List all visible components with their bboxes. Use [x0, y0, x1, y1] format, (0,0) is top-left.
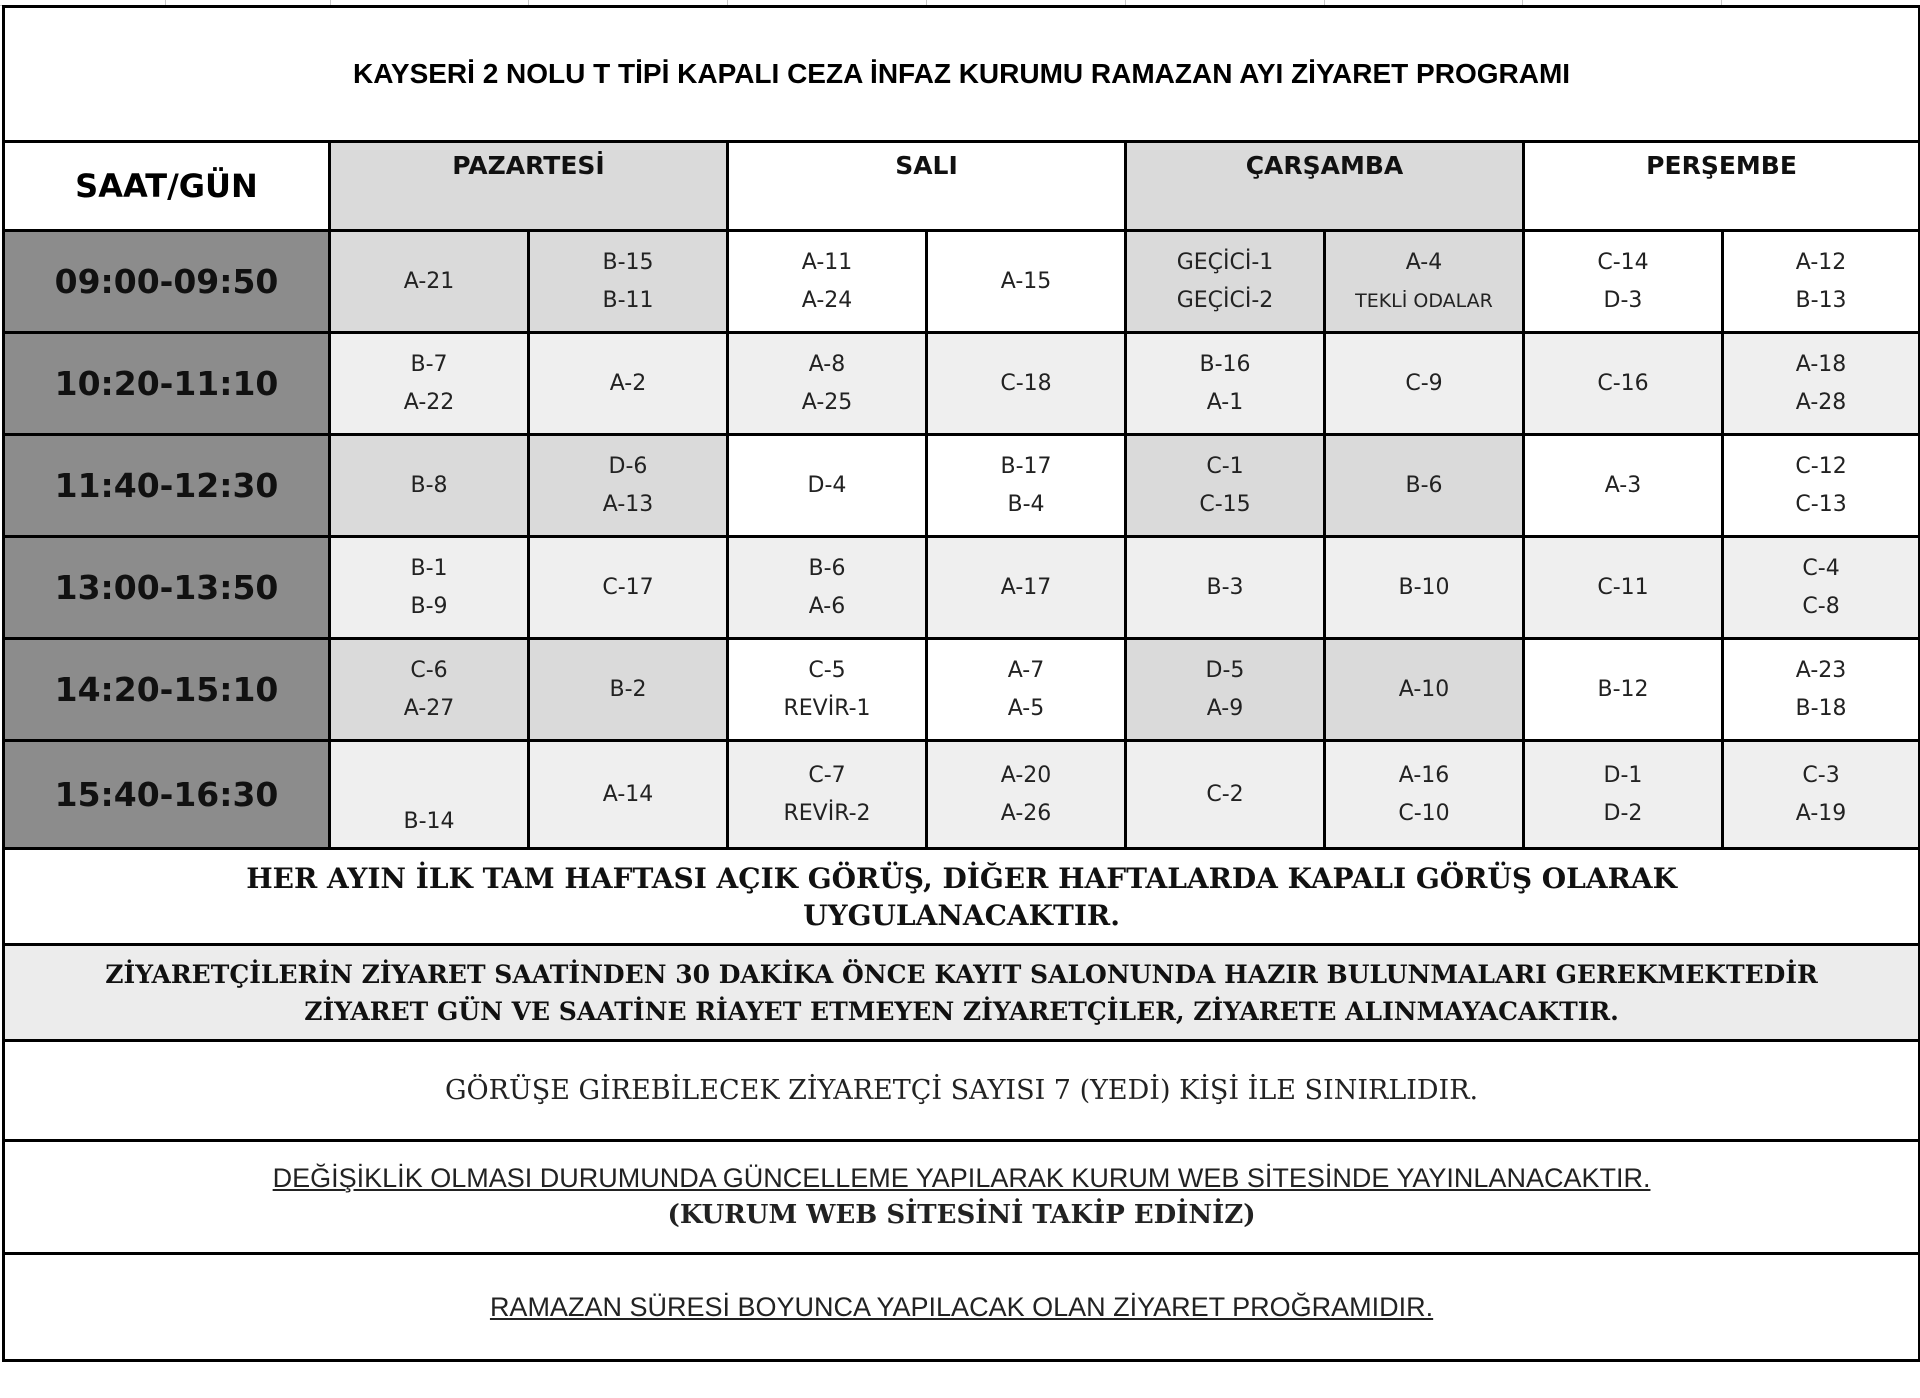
ward-code: A-26	[1000, 800, 1052, 826]
ward-code: A-22	[403, 389, 455, 415]
ward-code: B-6	[1405, 472, 1443, 498]
ward-cell	[927, 333, 1126, 435]
ward-cell	[1325, 639, 1524, 741]
ward-cell	[1126, 231, 1325, 333]
ward-cell	[728, 435, 927, 537]
ward-cell	[1126, 639, 1325, 741]
ward-code: B-3	[1206, 574, 1244, 600]
ramadan-note-text: RAMAZAN SÜRESİ BOYUNCA YAPILACAK OLAN ZİYARET PROĞRAMIDIR.	[489, 1291, 1434, 1322]
ward-cell	[927, 231, 1126, 333]
ward-cell	[330, 639, 529, 741]
ward-code: A-18	[1795, 351, 1847, 377]
ward-code: C-15	[1199, 491, 1251, 517]
visit-schedule-table	[2, 5, 1920, 1362]
ward-code: B-6	[808, 555, 846, 581]
time-slot-label: 15:40-16:30	[4, 741, 330, 849]
ward-code: B-15	[602, 249, 654, 275]
ward-cell	[529, 537, 728, 639]
ward-code: A-11	[801, 249, 853, 275]
ward-cell	[1524, 435, 1723, 537]
ward-code: A-15	[1000, 268, 1052, 294]
ward-cell	[927, 435, 1126, 537]
time-slot-label: 14:20-15:10	[4, 639, 330, 741]
ward-cell	[1723, 537, 1920, 639]
ward-code: B-2	[609, 676, 647, 702]
day-header-monday: PAZARTESİ	[330, 142, 728, 231]
ward-cell	[1723, 231, 1920, 333]
visitor-limit-note	[4, 1041, 1920, 1141]
ward-code: TEKLİ ODALAR	[1355, 289, 1493, 312]
day-header-tuesday: SALI	[728, 142, 1126, 231]
ward-code: A-27	[403, 695, 455, 721]
ward-cell	[330, 537, 529, 639]
ward-cell	[728, 741, 927, 849]
ward-code: C-11	[1597, 574, 1649, 600]
ward-code: A-4	[1405, 249, 1443, 275]
time-slot-row	[4, 435, 1920, 537]
ward-code: B-18	[1795, 695, 1847, 721]
page-title: KAYSERİ 2 NOLU T TİPİ KAPALI CEZA İNFAZ KURUMU RAMAZAN AYI ZİYARET PROGRAMI	[4, 7, 1920, 142]
ward-cell	[1325, 231, 1524, 333]
ward-cell	[1723, 435, 1920, 537]
registration-note-text: ZİYARET GÜN VE SAATİNE RİAYET ETMEYEN ZİYARETÇİLER, ZİYARETE ALINMAYACAKTIR.	[304, 996, 1619, 1026]
ward-cell	[1126, 435, 1325, 537]
ward-code: B-1	[410, 555, 448, 581]
ward-code: C-1	[1206, 453, 1244, 479]
ward-code: C-13	[1795, 491, 1847, 517]
ward-code: A-16	[1398, 762, 1450, 788]
ward-code: A-7	[1007, 657, 1045, 683]
ward-code: D-1	[1603, 762, 1643, 788]
ward-code: A-2	[609, 370, 647, 396]
ward-code: B-13	[1795, 287, 1847, 313]
ward-code: REVİR-1	[783, 695, 871, 721]
ward-cell	[728, 231, 927, 333]
ward-cell	[1325, 333, 1524, 435]
ward-cell	[728, 333, 927, 435]
ward-code: D-4	[807, 472, 847, 498]
ward-code: A-24	[801, 287, 853, 313]
day-header-wednesday: ÇARŞAMBA	[1126, 142, 1524, 231]
ward-code: B-17	[1000, 453, 1052, 479]
time-slot-row	[4, 741, 1920, 849]
ward-code: A-12	[1795, 249, 1847, 275]
day-header-row	[4, 142, 1920, 231]
registration-note-text: ZİYARETÇİLERİN ZİYARET SAATİNDEN 30 DAKİKA ÖNCE KAYIT SALONUNDA HAZIR BULUNMALARI GEREKMEKTEDİR	[105, 959, 1818, 989]
ward-code: B-7	[410, 351, 448, 377]
day-header-thursday: PERŞEMBE	[1524, 142, 1920, 231]
ward-cell	[927, 537, 1126, 639]
ward-code: A-5	[1007, 695, 1045, 721]
ward-cell	[1524, 537, 1723, 639]
ward-code: D-3	[1603, 287, 1643, 313]
ward-code: D-2	[1603, 800, 1643, 826]
registration-note	[4, 945, 1920, 1041]
ward-code: GEÇİCİ-1	[1176, 249, 1274, 275]
ward-code: B-9	[410, 593, 448, 619]
ward-code: C-2	[1206, 781, 1244, 807]
time-slot-row	[4, 333, 1920, 435]
ward-cell	[1325, 741, 1524, 849]
time-slot-label: 09:00-09:50	[4, 231, 330, 333]
ward-cell	[330, 435, 529, 537]
ward-code: A-28	[1795, 389, 1847, 415]
ward-code: C-12	[1795, 453, 1847, 479]
ramadan-note	[4, 1254, 1920, 1361]
ward-code: D-5	[1205, 657, 1245, 683]
open-visit-note-text: HER AYIN İLK TAM HAFTASI AÇIK GÖRÜŞ, DİĞER HAFTALARDA KAPALI GÖRÜŞ OLARAK UYGULANACAKTIR.	[246, 861, 1677, 932]
ward-code: C-3	[1802, 762, 1840, 788]
ward-cell	[529, 435, 728, 537]
ward-code: A-21	[403, 268, 455, 294]
ward-code: B-4	[1007, 491, 1045, 517]
ward-code: A-1	[1206, 389, 1244, 415]
ward-code: A-10	[1398, 676, 1450, 702]
ward-code: A-3	[1604, 472, 1642, 498]
time-slot-label: 13:00-13:50	[4, 537, 330, 639]
ward-code: D-6	[608, 453, 648, 479]
ward-cell	[529, 333, 728, 435]
ward-code: C-4	[1802, 555, 1840, 581]
ward-cell	[1325, 537, 1524, 639]
ward-cell	[728, 537, 927, 639]
ward-cell	[529, 741, 728, 849]
ward-code: C-6	[410, 657, 448, 683]
time-slot-row	[4, 537, 1920, 639]
ward-code: B-16	[1199, 351, 1251, 377]
time-day-header: SAAT/GÜN	[4, 142, 330, 231]
ward-cell	[1126, 333, 1325, 435]
update-note-text: DEĞİŞİKLİK OLMASI DURUMUNDA GÜNCELLEME YAPILARAK KURUM WEB SİTESİNDE YAYINLANACAKTIR.	[272, 1163, 1651, 1193]
time-slot-label: 11:40-12:30	[4, 435, 330, 537]
ward-code: B-10	[1398, 574, 1450, 600]
ward-cell	[529, 639, 728, 741]
ward-code: A-23	[1795, 657, 1847, 683]
ward-cell	[927, 639, 1126, 741]
ward-cell	[728, 639, 927, 741]
ward-code: C-16	[1597, 370, 1649, 396]
time-slot-row	[4, 231, 1920, 333]
ward-cell	[1126, 741, 1325, 849]
ward-cell	[330, 231, 529, 333]
ward-cell	[1325, 435, 1524, 537]
ward-code: A-20	[1000, 762, 1052, 788]
ward-code: A-9	[1206, 695, 1244, 721]
ward-code: A-19	[1795, 800, 1847, 826]
ward-code: A-14	[602, 781, 654, 807]
ward-code: B-12	[1597, 676, 1649, 702]
ward-code: GEÇİCİ-2	[1176, 287, 1274, 313]
ward-cell	[529, 231, 728, 333]
update-note	[4, 1141, 1920, 1254]
ward-cell	[330, 741, 529, 849]
ward-cell	[1723, 639, 1920, 741]
ward-cell	[1524, 639, 1723, 741]
ward-code: C-17	[602, 574, 654, 600]
ward-code: B-8	[410, 472, 448, 498]
time-slot-label: 10:20-11:10	[4, 333, 330, 435]
open-visit-note	[4, 849, 1920, 945]
ward-code: A-6	[808, 593, 846, 619]
ward-cell	[330, 333, 529, 435]
visitor-limit-note-text: GÖRÜŞE GİREBİLECEK ZİYARETÇİ SAYISI 7 (YEDİ) KİŞİ İLE SINIRLIDIR.	[444, 1075, 1479, 1106]
ward-cell	[1723, 741, 1920, 849]
ward-code: B-14	[403, 809, 455, 834]
ward-code: C-14	[1597, 249, 1649, 275]
ward-code: C-8	[1802, 593, 1840, 619]
ward-code: A-13	[602, 491, 654, 517]
ward-code: C-7	[808, 762, 846, 788]
ward-code: C-5	[808, 657, 846, 683]
update-note-text: (KURUM WEB SİTESİNİ TAKİP EDİNİZ)	[667, 1200, 1256, 1230]
ward-cell	[1524, 741, 1723, 849]
ward-code: A-8	[808, 351, 846, 377]
ward-code: C-18	[1000, 370, 1052, 396]
ward-code: C-10	[1398, 800, 1450, 826]
ward-cell	[1524, 333, 1723, 435]
ward-code: B-11	[602, 287, 654, 313]
ward-cell	[1524, 231, 1723, 333]
ward-cell	[927, 741, 1126, 849]
ward-code: C-9	[1405, 370, 1443, 396]
ward-cell	[1126, 537, 1325, 639]
ward-code: A-25	[801, 389, 853, 415]
ward-cell	[1723, 333, 1920, 435]
ward-code: REVİR-2	[783, 800, 871, 826]
time-slot-row	[4, 639, 1920, 741]
ward-code: A-17	[1000, 574, 1052, 600]
